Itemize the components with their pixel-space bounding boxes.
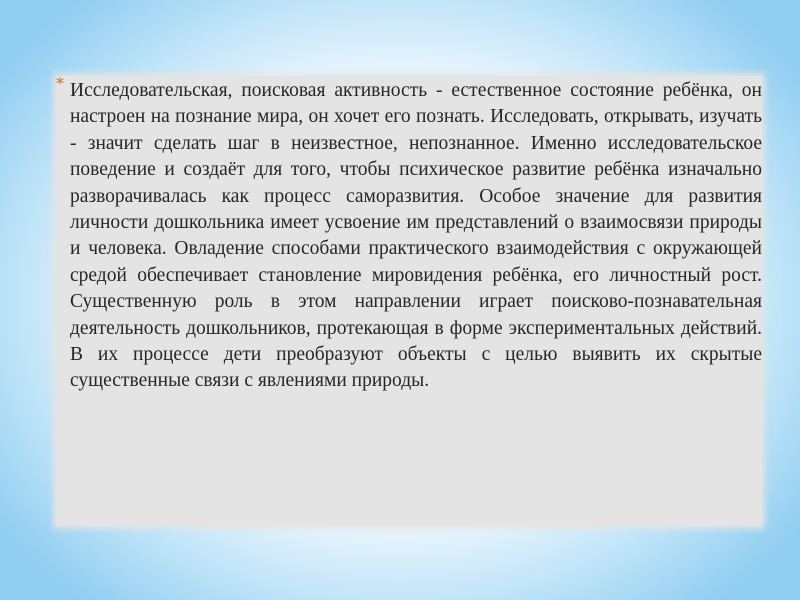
bullet-asterisk-icon: *: [56, 74, 64, 93]
slide-paragraph: Исследовательская, поисковая активность - естественное состояние ребёнка, он настроен на познание мира, он хочет его познать. Исследовать, открывать, изучать - значит сделать шаг в неизвестное, непознанное. Именно исследовательское поведение и создаёт для того, чтобы психическое развитие ребёнка изначально разворачивалась как процесс саморазвития. Особое значение для развития личности дошкольника имеет усвоение им представлений о взаимосвязи природы и человека. Овладение способами практического взаимодействия с окружающей средой обеспечивает становление мировидения ребёнка, его личностный рост. Существенную роль в этом направлении играет поисково-познавательная деятельность дошкольников, протекающая в форме экспериментальных действий. В их процессе дети преобразуют объекты с целью выявить их скрытые существенные связи с явлениями природы.: [70, 80, 762, 392]
